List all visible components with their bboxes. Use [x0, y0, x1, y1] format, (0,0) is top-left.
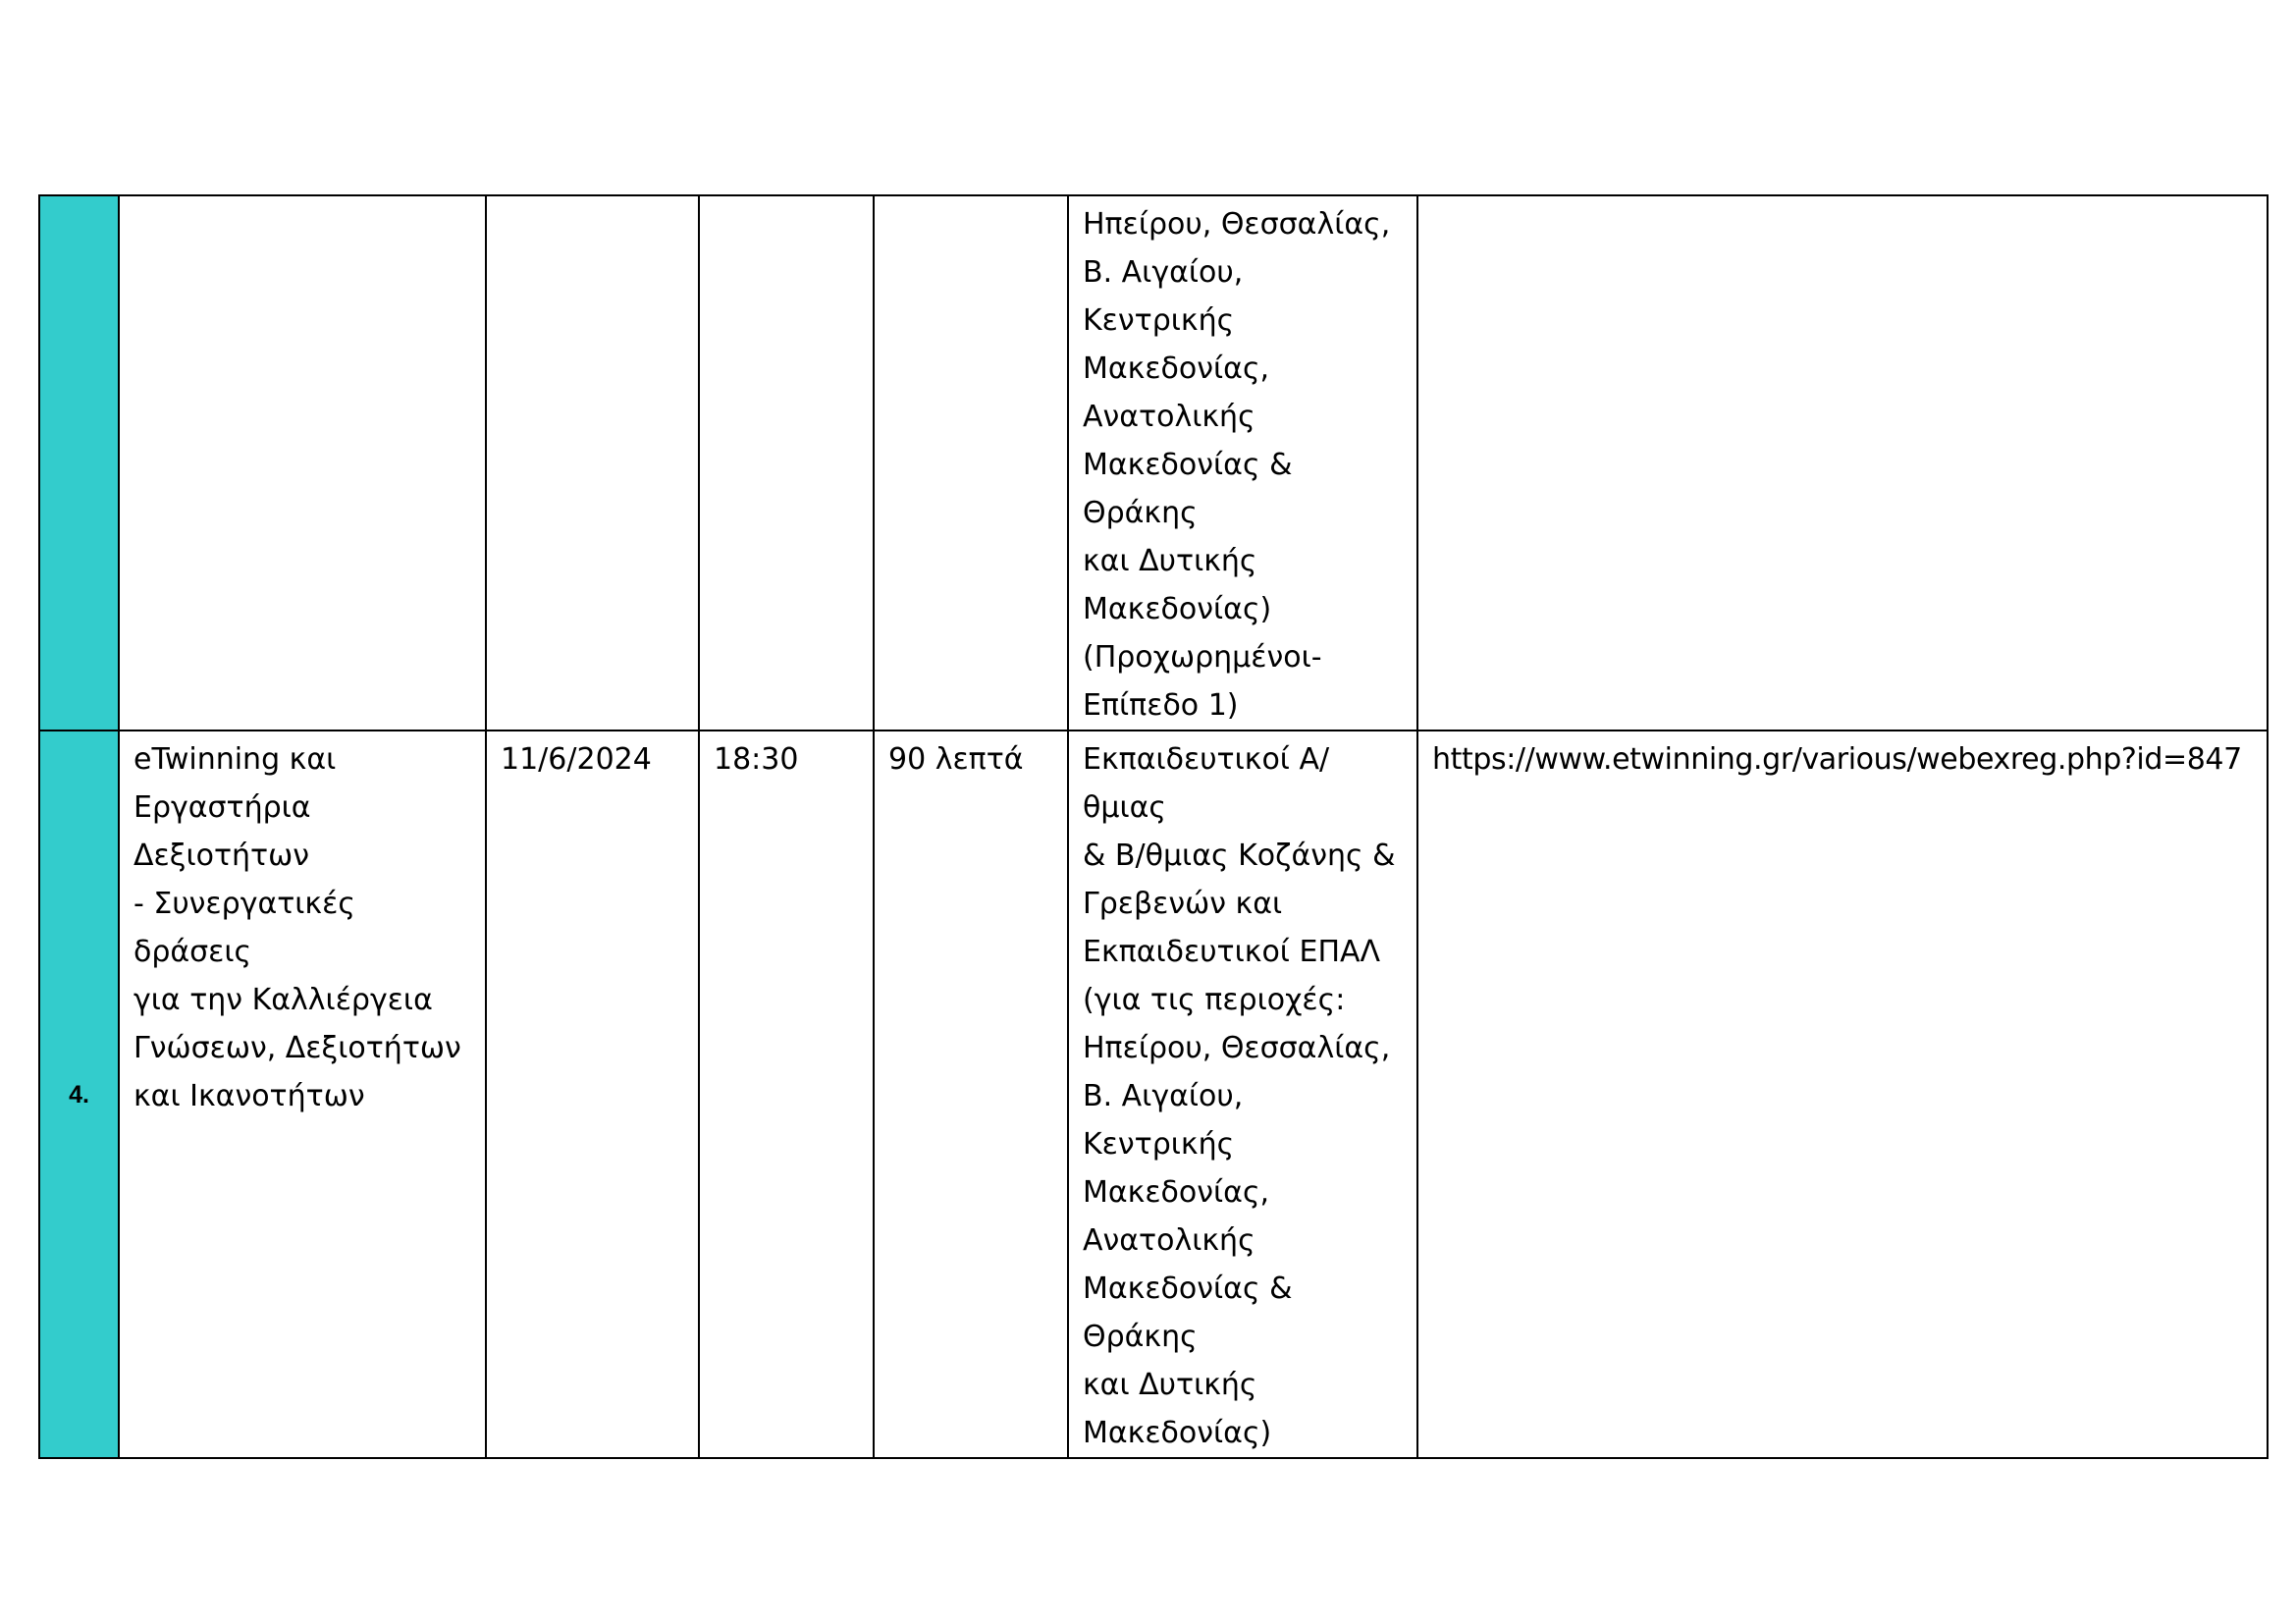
audience-line: (για τις περιοχές:	[1083, 983, 1346, 1017]
audience-line: Επίπεδο 1)	[1083, 688, 1239, 723]
title-line: eTwinning και	[133, 742, 337, 777]
row-number-cell	[39, 195, 119, 731]
title-line: - Συνεργατικές δράσεις	[133, 887, 355, 969]
title-line: για την Καλλιέργεια	[133, 983, 433, 1017]
audience-line: Εκπαιδευτικοί ΕΠΑΛ	[1083, 935, 1381, 969]
time-text: 18:30	[714, 742, 799, 777]
audience-line: Μακεδονίας & Θράκης	[1083, 448, 1293, 530]
table-row-4	[39, 731, 2268, 1458]
time-cell	[699, 195, 874, 731]
schedule-table	[38, 194, 2269, 1459]
duration-text: 90 λεπτά	[888, 742, 1024, 777]
audience-line: Εκπαιδευτικοί Α/θμιας	[1083, 742, 1330, 825]
date-cell	[486, 195, 699, 731]
audience-line: Β. Αιγαίου, Κεντρικής	[1083, 255, 1244, 338]
audience-line: Γρεβενών και	[1083, 887, 1283, 921]
audience-line: (Προχωρημένοι-	[1083, 640, 1322, 675]
audience-line: & Β/θμιας Κοζάνης &	[1083, 839, 1396, 873]
registration-link[interactable]: https://www.etwinning.gr/various/webexreg.php?id=847	[1432, 742, 2242, 777]
audience-line: και Δυτικής	[1083, 544, 1257, 578]
table-row-continued	[39, 195, 2268, 731]
audience-line: Μακεδονίας & Θράκης	[1083, 1272, 1293, 1354]
audience-line: Β. Αιγαίου, Κεντρικής	[1083, 1079, 1244, 1162]
title-cell	[119, 195, 486, 731]
audience-cell	[1068, 731, 1417, 1458]
link-cell	[1417, 731, 2268, 1458]
audience-line: Ηπείρου, Θεσσαλίας,	[1083, 1031, 1391, 1065]
title-cell	[119, 731, 486, 1458]
audience-line: Μακεδονίας,	[1083, 352, 1270, 386]
duration-cell	[874, 195, 1068, 731]
link-cell	[1417, 195, 2268, 731]
audience-line: Μακεδονίας)	[1083, 1416, 1272, 1450]
date-cell	[486, 731, 699, 1458]
audience-line: Μακεδονίας,	[1083, 1175, 1270, 1210]
duration-cell	[874, 731, 1068, 1458]
date-text: 11/6/2024	[501, 742, 652, 777]
title-line: Εργαστήρια Δεξιοτήτων	[133, 790, 311, 873]
audience-line: Μακεδονίας)	[1083, 592, 1272, 626]
time-cell	[699, 731, 874, 1458]
audience-line: Ηπείρου, Θεσσαλίας,	[1083, 207, 1391, 242]
audience-line: Ανατολικής	[1083, 1223, 1255, 1258]
row-number-cell	[39, 731, 119, 1458]
audience-cell	[1068, 195, 1417, 731]
title-line: και Ικανοτήτων	[133, 1079, 365, 1113]
audience-line: Ανατολικής	[1083, 400, 1255, 434]
title-line: Γνώσεων, Δεξιοτήτων	[133, 1031, 461, 1065]
audience-line: και Δυτικής	[1083, 1368, 1257, 1402]
row-number: 4.	[69, 1080, 89, 1109]
